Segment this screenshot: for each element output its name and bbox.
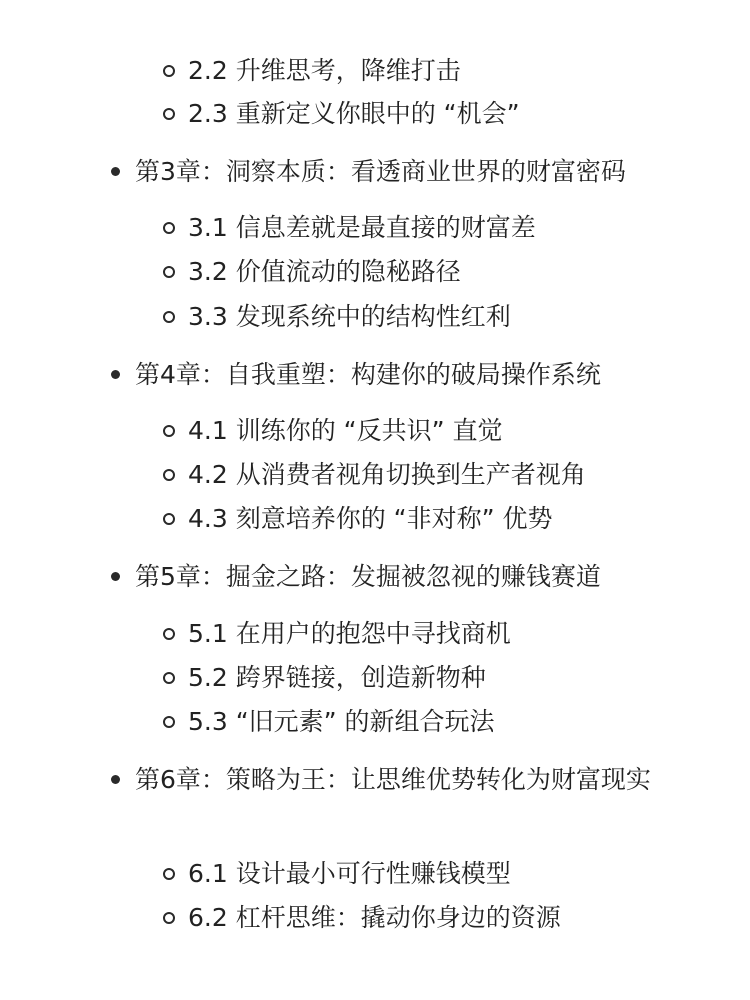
outline-section-5-1 [188,612,511,656]
outline-chapter-4 [135,353,675,397]
section-title: 3.1 信息差就是最直接的财富差 [188,213,536,242]
circle-bullet-icon [163,108,175,120]
circle-bullet-icon [163,716,175,728]
disc-bullet-icon [111,775,120,784]
chapter-title: 第6章：策略为王：让思维优势转化为财富现实 [135,765,651,794]
section-title: 5.1 在用户的抱怨中寻找商机 [188,619,511,648]
outline-section-3-1 [188,206,536,250]
outline-section-3-2 [188,250,461,294]
section-title: 2.2 升维思考，降维打击 [188,56,461,85]
section-title: 6.1 设计最小可行性赚钱模型 [188,859,511,888]
section-title: 2.3 重新定义你眼中的 “机会” [188,99,520,128]
section-title: 3.2 价值流动的隐秘路径 [188,257,461,286]
section-title: 4.3 刻意培养你的 “非对称” 优势 [188,504,553,533]
outline-section-2-3 [188,92,520,136]
outline-section-4-2 [188,453,586,497]
circle-bullet-icon [163,513,175,525]
outline-section-2-2 [188,49,461,93]
circle-bullet-icon [163,266,175,278]
disc-bullet-icon [111,572,120,581]
section-title: 6.2 杠杆思维：撬动你身边的资源 [188,903,561,932]
circle-bullet-icon [163,868,175,880]
circle-bullet-icon [163,311,175,323]
chapter-title: 第4章：自我重塑：构建你的破局操作系统 [135,360,601,389]
section-title: 5.3 “旧元素” 的新组合玩法 [188,707,495,736]
section-title: 4.2 从消费者视角切换到生产者视角 [188,460,586,489]
outline-section-4-3 [188,497,553,541]
outline-section-6-2 [188,896,561,940]
circle-bullet-icon [163,672,175,684]
circle-bullet-icon [163,469,175,481]
outline-section-6-1 [188,852,511,896]
circle-bullet-icon [163,222,175,234]
outline-chapter-6 [135,758,675,802]
chapter-title: 第3章：洞察本质：看透商业世界的财富密码 [135,157,626,186]
section-title: 5.2 跨界链接，创造新物种 [188,663,486,692]
outline-section-5-2 [188,656,486,700]
outline-section-3-3 [188,295,511,339]
chapter-title: 第5章：掘金之路：发掘被忽视的赚钱赛道 [135,562,601,591]
outline-section-5-3 [188,700,495,744]
disc-bullet-icon [111,167,120,176]
circle-bullet-icon [163,65,175,77]
circle-bullet-icon [163,912,175,924]
circle-bullet-icon [163,425,175,437]
circle-bullet-icon [163,628,175,640]
disc-bullet-icon [111,370,120,379]
section-title: 3.3 发现系统中的结构性红利 [188,302,511,331]
outline-chapter-5 [135,555,675,599]
outline-chapter-3 [135,150,675,194]
outline-section-4-1 [188,409,503,453]
section-title: 4.1 训练你的 “反共识” 直觉 [188,416,503,445]
